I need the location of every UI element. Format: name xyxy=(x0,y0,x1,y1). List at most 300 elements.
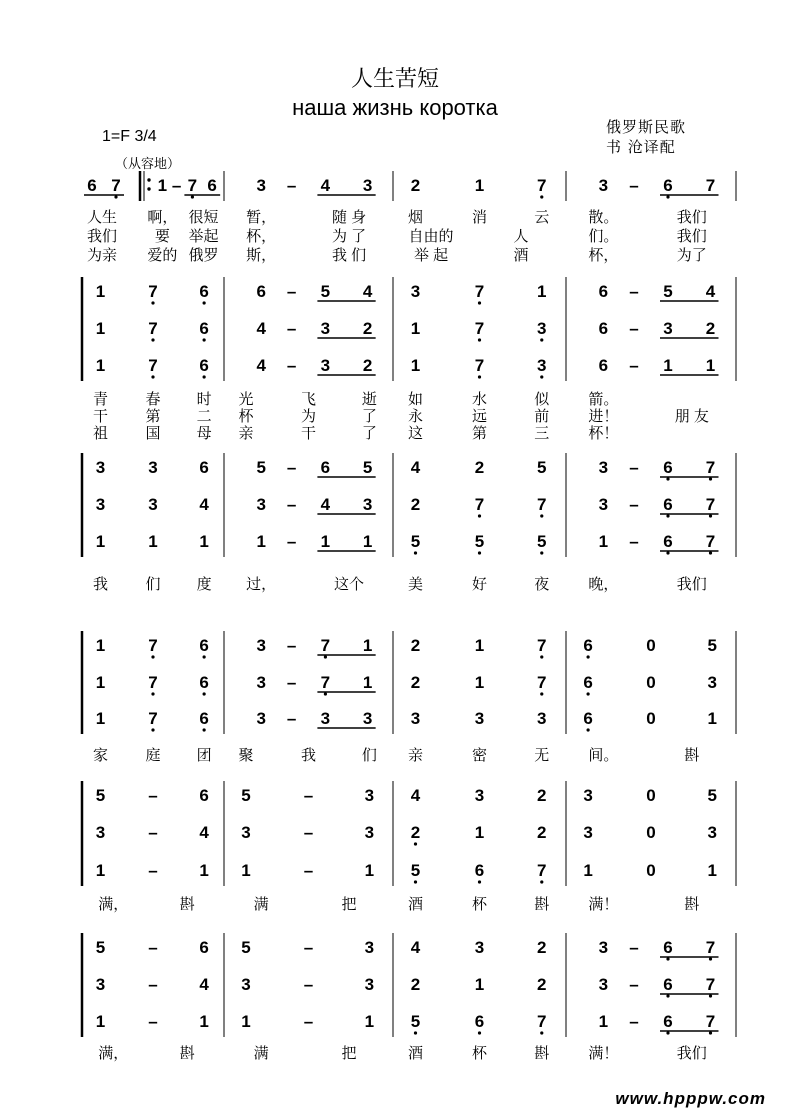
lyric-syllable: 斟 xyxy=(179,1045,195,1062)
sustain-dash: – xyxy=(629,532,639,551)
note: 6 xyxy=(199,636,209,655)
note: 3 xyxy=(410,282,421,301)
lyric-syllable: 消 xyxy=(471,209,488,226)
note: 7 xyxy=(148,356,158,375)
note: 1 xyxy=(157,176,168,195)
note: 4 xyxy=(320,495,331,514)
note: 6 xyxy=(199,282,209,301)
note: 1 xyxy=(537,282,547,301)
lyric-syllable: 把 xyxy=(341,896,357,913)
note: 7 xyxy=(537,1012,547,1031)
lyric-syllable: 了 xyxy=(361,425,377,442)
note: 1 xyxy=(410,319,421,338)
note: 2 xyxy=(537,938,547,957)
octave-dot xyxy=(540,195,543,198)
lyric-syllable: 国 xyxy=(145,425,161,442)
lyric-syllable: 第 xyxy=(145,408,161,425)
note: 2 xyxy=(362,356,373,375)
lyric-syllable: 庭 xyxy=(145,747,161,764)
note: 4 xyxy=(705,282,716,301)
note: 6 xyxy=(199,709,209,728)
note: 7 xyxy=(705,1012,716,1031)
lyric-syllable: 俄罗 xyxy=(188,247,219,264)
lyric-syllable: 我 xyxy=(300,747,317,764)
note: 1 xyxy=(362,532,373,551)
sustain-dash: – xyxy=(286,709,297,728)
lyric-syllable: 朋 友 xyxy=(674,408,709,425)
sustain-dash: – xyxy=(286,356,297,375)
note: 7 xyxy=(148,636,158,655)
note: 7 xyxy=(320,636,331,655)
note: 6 xyxy=(583,673,593,692)
lyric-syllable: 为 xyxy=(300,408,317,425)
note: 7 xyxy=(187,176,198,195)
note: 0 xyxy=(646,861,656,880)
sustain-dash: – xyxy=(148,861,158,880)
octave-dot xyxy=(587,655,590,658)
site-watermark: www.hpppw.com xyxy=(615,1089,766,1108)
octave-dot xyxy=(478,1031,481,1034)
octave-dot xyxy=(414,1031,417,1034)
lyric-syllable: 杯， xyxy=(246,228,277,245)
lyric-syllable: 前 xyxy=(534,408,550,425)
lyric-syllable: 满 xyxy=(253,1045,269,1062)
note: 3 xyxy=(256,636,266,655)
note: 1 xyxy=(474,975,485,994)
note: 3 xyxy=(95,975,106,994)
note: 1 xyxy=(362,673,373,692)
note: 6 xyxy=(474,861,485,880)
octave-dot xyxy=(540,551,543,554)
note: 6 xyxy=(87,176,97,195)
sustain-dash: – xyxy=(629,938,639,957)
octave-dot xyxy=(666,477,669,480)
note: 3 xyxy=(410,709,421,728)
note: 6 xyxy=(199,319,209,338)
octave-dot xyxy=(540,692,543,695)
note: 1 xyxy=(474,176,485,195)
sustain-dash: – xyxy=(286,319,297,338)
lyric-syllable: 无 xyxy=(534,747,550,764)
note: 5 xyxy=(362,458,373,477)
lyric-syllable: 母 xyxy=(196,425,212,442)
lyric-syllable: 三 xyxy=(534,425,550,442)
lyric-syllable: 很短 xyxy=(188,209,219,226)
note: 4 xyxy=(410,938,421,957)
note: 3 xyxy=(598,176,609,195)
octave-dot xyxy=(478,880,481,883)
lyric-syllable: 了 xyxy=(361,408,377,425)
note: 1 xyxy=(199,1012,209,1031)
note: 3 xyxy=(707,673,717,692)
note: 2 xyxy=(410,495,421,514)
note: 6 xyxy=(663,458,673,477)
note: 5 xyxy=(410,532,421,551)
note: 7 xyxy=(474,495,485,514)
lyric-syllable: 杯！ xyxy=(588,425,619,442)
sustain-dash: – xyxy=(629,356,639,375)
lyric-syllable: 我 们 xyxy=(331,247,367,264)
note: 1 xyxy=(583,861,593,880)
octave-dot xyxy=(151,375,154,378)
note: 5 xyxy=(256,458,266,477)
octave-dot xyxy=(151,338,154,341)
note: 7 xyxy=(705,975,716,994)
note: 1 xyxy=(474,636,485,655)
note: 3 xyxy=(148,495,158,514)
note: 2 xyxy=(362,319,373,338)
lyric-syllable: 人 xyxy=(513,228,529,245)
octave-dot xyxy=(151,728,154,731)
lyric-syllable: 酒 xyxy=(407,1045,423,1062)
lyric-syllable: 人生 xyxy=(86,209,118,226)
note: 6 xyxy=(199,938,209,957)
octave-dot xyxy=(666,1031,669,1034)
note: 7 xyxy=(474,319,485,338)
lyric-syllable: 水 xyxy=(471,391,488,408)
octave-dot xyxy=(414,880,417,883)
note: 1 xyxy=(362,636,373,655)
note: 7 xyxy=(111,176,121,195)
song-title-russian: наша жизнь коротка xyxy=(292,95,498,120)
octave-dot xyxy=(478,551,481,554)
sustain-dash: – xyxy=(148,823,158,842)
octave-dot xyxy=(203,338,206,341)
lyric-syllable: 为了 xyxy=(676,247,707,264)
note: 7 xyxy=(537,176,547,195)
octave-dot xyxy=(709,477,712,480)
lyric-syllable: 我们 xyxy=(676,1045,707,1062)
sustain-dash: – xyxy=(286,495,297,514)
song-title-chinese: 人生苦短 xyxy=(350,67,439,92)
lyric-syllable: 满！ xyxy=(588,1045,619,1062)
note: 1 xyxy=(199,532,209,551)
note: 6 xyxy=(583,709,593,728)
octave-dot xyxy=(191,195,194,198)
note: 2 xyxy=(410,176,421,195)
lyric-syllable: 酒 xyxy=(513,247,529,264)
octave-dot xyxy=(203,728,206,731)
lyric-syllable: 青 xyxy=(92,391,108,408)
note: 1 xyxy=(95,282,106,301)
lyric-syllable: 为 了 xyxy=(331,228,367,245)
note: 3 xyxy=(241,975,251,994)
lyric-syllable: 亲 xyxy=(407,747,423,764)
note: 3 xyxy=(256,176,266,195)
lyric-syllable: 永 xyxy=(407,408,423,425)
octave-dot xyxy=(587,728,590,731)
note: 2 xyxy=(410,673,421,692)
note: 3 xyxy=(474,786,485,805)
note: 7 xyxy=(537,636,547,655)
sustain-dash: – xyxy=(286,673,297,692)
note: 3 xyxy=(241,823,251,842)
note: 3 xyxy=(474,709,485,728)
octave-dot xyxy=(666,551,669,554)
note: 1 xyxy=(598,532,609,551)
note: 3 xyxy=(364,975,375,994)
note: 5 xyxy=(95,786,106,805)
note: 1 xyxy=(241,861,251,880)
octave-dot xyxy=(709,957,712,960)
note: 3 xyxy=(362,176,373,195)
octave-dot xyxy=(478,375,481,378)
note: 6 xyxy=(583,636,593,655)
note: 0 xyxy=(646,786,656,805)
note: 1 xyxy=(598,1012,609,1031)
lyric-syllable: 我们 xyxy=(676,576,707,593)
note: 3 xyxy=(320,709,331,728)
note: 3 xyxy=(364,786,375,805)
note: 6 xyxy=(207,176,217,195)
note: 7 xyxy=(148,673,158,692)
note: 1 xyxy=(256,532,266,551)
note: 4 xyxy=(199,823,209,842)
lyric-syllable: 云 xyxy=(534,209,550,226)
note: 7 xyxy=(705,495,716,514)
octave-dot xyxy=(587,692,590,695)
lyric-syllable: 满 xyxy=(253,896,269,913)
lyric-syllable: 我们 xyxy=(86,228,118,245)
sustain-dash: – xyxy=(286,458,297,477)
octave-dot xyxy=(540,880,543,883)
note: 3 xyxy=(320,319,331,338)
lyric-syllable: 祖 xyxy=(92,425,108,442)
octave-dot xyxy=(203,301,206,304)
note: 3 xyxy=(598,495,609,514)
note: 7 xyxy=(148,709,158,728)
lyric-syllable: 好 xyxy=(471,576,488,593)
lyric-syllable: 光 xyxy=(238,391,254,408)
note: 2 xyxy=(410,975,421,994)
lyric-syllable: 聚 xyxy=(238,747,254,764)
note: 3 xyxy=(537,319,547,338)
note: 1 xyxy=(148,532,158,551)
note: 1 xyxy=(707,709,717,728)
sustain-dash: – xyxy=(303,823,314,842)
note: 1 xyxy=(95,709,106,728)
lyric-syllable: 箭。 xyxy=(588,391,619,408)
sustain-dash: – xyxy=(286,176,297,195)
octave-dot xyxy=(478,338,481,341)
lyric-syllable: 远 xyxy=(471,408,488,425)
note: 5 xyxy=(410,861,421,880)
octave-dot xyxy=(666,994,669,997)
sustain-dash: – xyxy=(629,495,639,514)
note: 0 xyxy=(646,709,656,728)
note: 0 xyxy=(646,673,656,692)
note: 1 xyxy=(95,673,106,692)
note: 4 xyxy=(256,356,266,375)
octave-dot xyxy=(666,957,669,960)
lyric-syllable: 啊， xyxy=(147,209,178,226)
note: 4 xyxy=(362,282,373,301)
note: 4 xyxy=(410,786,421,805)
lyric-syllable: 过， xyxy=(246,576,277,593)
note: 5 xyxy=(537,458,547,477)
octave-dot xyxy=(540,655,543,658)
octave-dot xyxy=(151,655,154,658)
note: 7 xyxy=(705,458,716,477)
sustain-dash: – xyxy=(629,975,639,994)
lyric-syllable: 杯， xyxy=(588,247,619,264)
note: 2 xyxy=(705,319,716,338)
lyric-syllable: 杯 xyxy=(238,408,254,425)
note: 3 xyxy=(362,495,373,514)
octave-dot xyxy=(151,301,154,304)
lyric-syllable: 夜 xyxy=(534,576,550,593)
lyric-syllable: 我 xyxy=(92,576,108,593)
note: 1 xyxy=(241,1012,251,1031)
note: 2 xyxy=(474,458,485,477)
octave-dot xyxy=(709,551,712,554)
note: 5 xyxy=(95,938,106,957)
note: 3 xyxy=(583,823,593,842)
octave-dot xyxy=(414,842,417,845)
lyric-syllable: 飞 xyxy=(300,391,317,408)
octave-dot xyxy=(324,655,327,658)
note: 3 xyxy=(598,938,609,957)
lyric-syllable: 团 xyxy=(196,747,212,764)
lyric-syllable: 这个 xyxy=(334,576,365,593)
octave-dot xyxy=(114,195,117,198)
note: 6 xyxy=(663,1012,673,1031)
sustain-dash: – xyxy=(303,861,314,880)
sustain-dash: – xyxy=(303,938,314,957)
note: 7 xyxy=(705,938,716,957)
note: 6 xyxy=(598,282,609,301)
lyric-syllable: 爱的 xyxy=(147,247,178,264)
note: 3 xyxy=(256,495,266,514)
lyric-syllable: 斟 xyxy=(684,896,700,913)
note: 4 xyxy=(320,176,331,195)
sustain-dash: – xyxy=(148,975,158,994)
octave-dot xyxy=(666,514,669,517)
octave-dot xyxy=(540,338,543,341)
octave-dot xyxy=(478,514,481,517)
note: 2 xyxy=(410,636,421,655)
lyric-syllable: 晚， xyxy=(588,576,619,593)
note: 3 xyxy=(663,319,673,338)
note: 7 xyxy=(537,861,547,880)
note: 7 xyxy=(148,319,158,338)
note: 3 xyxy=(320,356,331,375)
note: 2 xyxy=(537,823,547,842)
note: 6 xyxy=(199,786,209,805)
note: 3 xyxy=(537,356,547,375)
note: 7 xyxy=(320,673,331,692)
octave-dot xyxy=(709,994,712,997)
note: 6 xyxy=(199,356,209,375)
note: 1 xyxy=(410,356,421,375)
note: 1 xyxy=(95,319,106,338)
lyric-syllable: 逝 xyxy=(361,391,377,408)
lyric-syllable: 间。 xyxy=(588,747,619,764)
note: 1 xyxy=(474,823,485,842)
octave-dot xyxy=(203,375,206,378)
sustain-dash: – xyxy=(148,1012,158,1031)
lyric-syllable: 时 xyxy=(196,391,212,408)
sustain-dash: – xyxy=(303,1012,314,1031)
note: 7 xyxy=(148,282,158,301)
lyric-syllable: 进！ xyxy=(588,408,619,425)
lyric-syllable: 随 身 xyxy=(331,209,367,226)
note: 6 xyxy=(663,495,673,514)
repeat-dot xyxy=(147,178,150,181)
lyric-syllable: 把 xyxy=(341,1045,357,1062)
note: 2 xyxy=(537,786,547,805)
lyric-syllable: 要 xyxy=(154,228,170,245)
note: 1 xyxy=(199,861,209,880)
lyric-syllable: 杯 xyxy=(471,896,488,913)
sustain-dash: – xyxy=(286,282,297,301)
lyric-syllable: 斯， xyxy=(246,247,277,264)
note: 3 xyxy=(474,938,485,957)
note: 4 xyxy=(199,495,209,514)
sustain-dash: – xyxy=(629,282,639,301)
sustain-dash: – xyxy=(286,532,297,551)
lyric-syllable: 举起 xyxy=(188,228,219,245)
note: 6 xyxy=(474,1012,485,1031)
note: 5 xyxy=(410,1012,421,1031)
sustain-dash: – xyxy=(148,938,158,957)
note: 6 xyxy=(663,176,673,195)
note: 5 xyxy=(474,532,485,551)
lyric-syllable: 斟 xyxy=(179,896,195,913)
note: 4 xyxy=(410,458,421,477)
note: 1 xyxy=(474,673,485,692)
note: 2 xyxy=(410,823,421,842)
lyric-syllable: 度 xyxy=(196,576,212,593)
note: 6 xyxy=(663,532,673,551)
lyric-syllable: 干 xyxy=(300,425,317,442)
note: 3 xyxy=(537,709,547,728)
note: 3 xyxy=(95,823,106,842)
lyric-syllable: 密 xyxy=(471,747,488,764)
sustain-dash: – xyxy=(148,786,158,805)
note: 3 xyxy=(95,458,106,477)
note: 1 xyxy=(364,861,375,880)
lyric-syllable: 满！ xyxy=(588,896,619,913)
note: 6 xyxy=(663,938,673,957)
sustain-dash: – xyxy=(171,176,182,195)
octave-dot xyxy=(203,655,206,658)
lyric-syllable: 散。 xyxy=(588,209,619,226)
note: 1 xyxy=(663,356,673,375)
octave-dot xyxy=(540,514,543,517)
lyric-syllable: 酒 xyxy=(407,896,423,913)
sustain-dash: – xyxy=(629,458,639,477)
lyric-syllable: 春 xyxy=(145,391,161,408)
octave-dot xyxy=(709,514,712,517)
note: 5 xyxy=(707,636,717,655)
key-signature: 1=F 3/4 xyxy=(102,128,157,145)
lyric-syllable: 我们 xyxy=(676,209,707,226)
note: 1 xyxy=(705,356,716,375)
note: 3 xyxy=(598,975,609,994)
note: 1 xyxy=(95,532,106,551)
lyric-syllable: 斟 xyxy=(684,747,700,764)
lyric-syllable: 为亲 xyxy=(86,247,118,264)
lyric-syllable: 斟 xyxy=(534,1045,550,1062)
lyric-syllable: 亲 xyxy=(238,425,254,442)
note: 3 xyxy=(256,709,266,728)
note: 6 xyxy=(320,458,331,477)
note: 1 xyxy=(320,532,331,551)
lyric-syllable: 家 xyxy=(92,747,108,764)
lyric-syllable: 干 xyxy=(92,408,108,425)
note: 3 xyxy=(256,673,266,692)
